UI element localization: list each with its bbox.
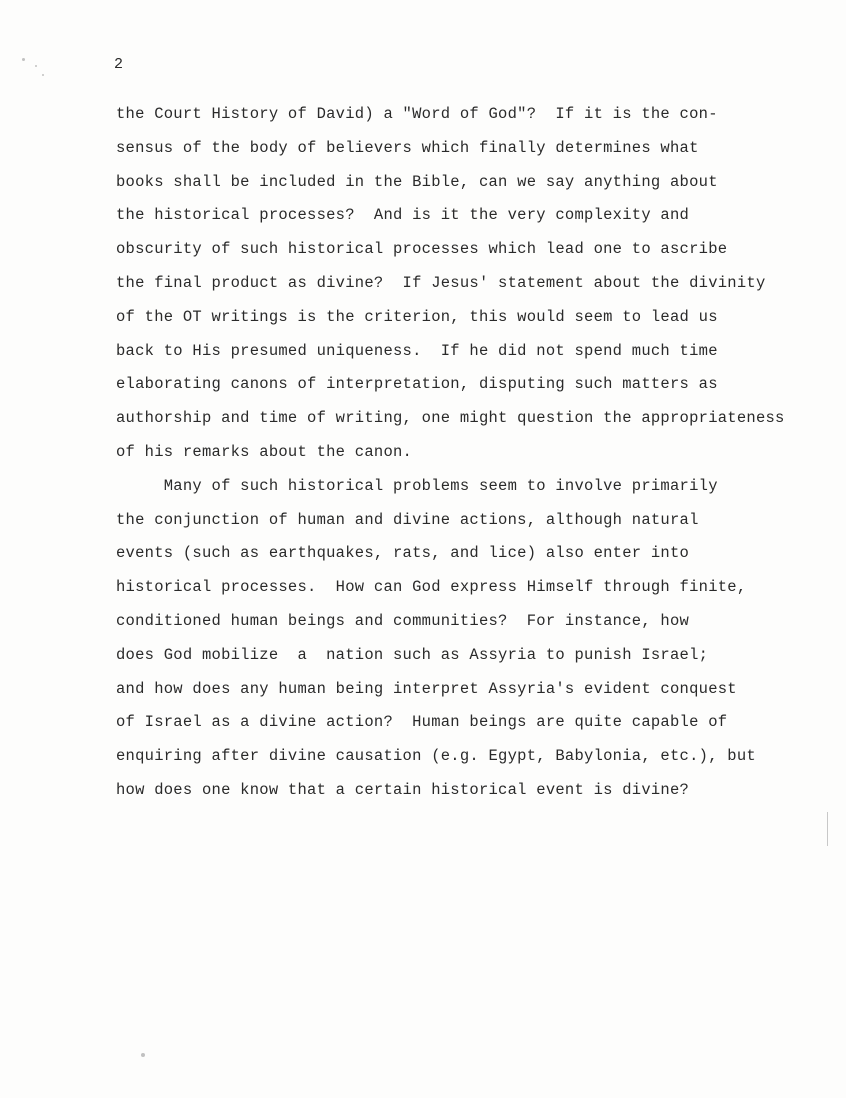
paper-speck [22, 58, 25, 61]
text-line: the final product as divine? If Jesus' statement about the divinity [116, 273, 766, 292]
text-line: the Court History of David) a "Word of God"? If it is the con- [116, 105, 718, 123]
paper-speck [35, 65, 37, 67]
text-line: authorship and time of writing, one might question the appropriateness [116, 409, 785, 428]
text-line: events (such as earthquakes, rats, and lice) also enter into [116, 544, 690, 563]
text-line: the conjunction of human and divine actions, although natural [116, 510, 699, 529]
text-line: Many of such historical problems seem to involve primarily [116, 476, 718, 495]
text-line: conditioned human beings and communities? For instance, how [116, 611, 690, 630]
paper-speck [42, 74, 44, 76]
body-text [116, 103, 785, 813]
text-line: sensus of the body of believers which finally determines what [116, 138, 699, 157]
text-line: obscurity of such historical processes which lead one to ascribe [116, 240, 728, 259]
text-line: historical processes. How can God express Himself through finite, [116, 578, 747, 597]
text-line: the historical processes? And is it the very complexity and [116, 206, 690, 225]
text-line: enquiring after divine causation (e.g. Egypt, Babylonia, etc.), but [116, 747, 756, 766]
text-line: elaborating canons of interpretation, disputing such matters as [116, 375, 718, 394]
text-line: books shall be included in the Bible, can we say anything about [116, 172, 718, 191]
text-line: back to His presumed uniqueness. If he did not spend much time [116, 341, 718, 360]
text-line: how does one know that a certain historical event is divine? [116, 780, 690, 799]
paper-edge-mark [827, 812, 828, 846]
text-line: of his remarks about the canon. [116, 442, 413, 461]
text-line: does God mobilize a nation such as Assyria to punish Israel; [116, 645, 709, 664]
page-number: 2 [114, 56, 124, 73]
paper-speck [141, 1053, 145, 1057]
text-line: of the OT writings is the criterion, this would seem to lead us [116, 307, 718, 326]
text-line: of Israel as a divine action? Human beings are quite capable of [116, 713, 728, 732]
text-line: and how does any human being interpret Assyria's evident conquest [116, 679, 737, 698]
